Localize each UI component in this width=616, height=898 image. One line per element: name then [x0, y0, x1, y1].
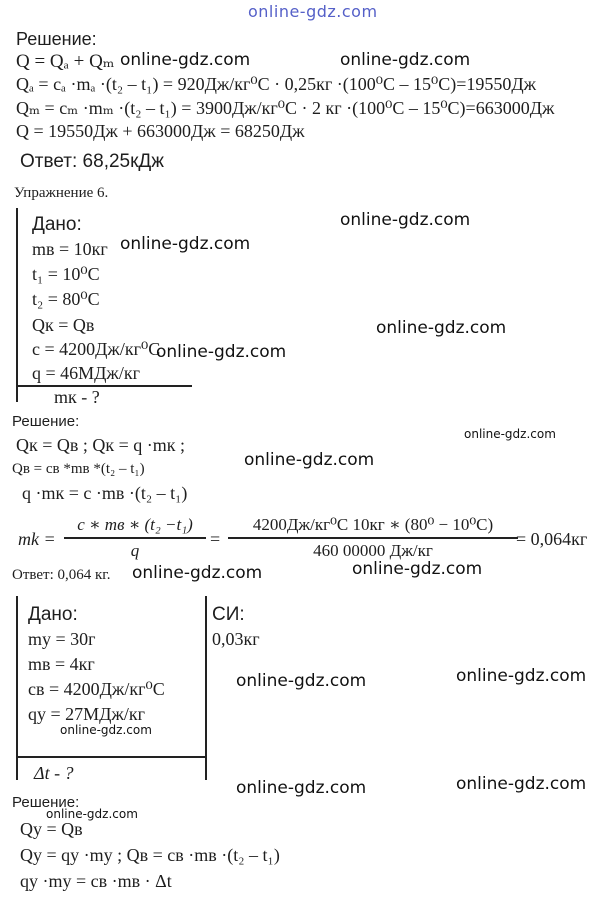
formula-equals: =	[210, 529, 221, 549]
given-item: mу = 30г	[28, 629, 96, 649]
watermark[interactable]: online-gdz.com	[352, 559, 483, 579]
solution-line: Qв = cв *mв *(t₂ – t₁)	[12, 461, 145, 477]
fraction-bar-1	[64, 537, 206, 539]
answer-1: Ответ: 68,25кДж	[20, 151, 164, 172]
equation-sum: Q = 19550Дж + 663000Дж = 68250Дж	[16, 121, 305, 141]
answer-2: Ответ: 0,064 кг.	[12, 567, 111, 583]
equation-water-heat: Qₘ = cₘ ·mₘ ·(t₂ – t₁) = 3900Дж/кг⁰С · 2 кг ·(100⁰С – 15⁰С)=663000Дж	[16, 98, 555, 118]
given-item: q = 46МДж/кг	[32, 363, 140, 383]
given-item: qу = 27МДж/кг	[28, 704, 145, 724]
given-title-3: Дано:	[28, 604, 78, 625]
watermark[interactable]: online-gdz.com	[340, 50, 471, 70]
given-item: Qк = Qв	[32, 315, 95, 335]
given-item: cв = 4200Дж/кг⁰С	[28, 679, 165, 699]
solution-line: Qк = Qв ; Qк = q ·mк ;	[16, 435, 186, 455]
find-3: Δt - ?	[34, 763, 74, 783]
watermark[interactable]: online-gdz.com	[236, 671, 367, 691]
watermark[interactable]: online-gdz.com	[60, 723, 152, 737]
given-item: c = 4200Дж/кг⁰С	[32, 339, 161, 359]
formula-numerator-1: c ∗ mв ∗ (t₂ −t₁)	[77, 515, 193, 534]
equation-aluminium-heat: Qₐ = cₐ ·mₐ ·(t₂ – t₁) = 920Дж/кг⁰С · 0,25кг ·(100⁰С – 15⁰С)=19550Дж	[16, 74, 537, 94]
solution-line: q ·mк = c ·mв ·(t₂ – t₁)	[22, 483, 188, 503]
si-title: СИ:	[212, 604, 245, 625]
watermark[interactable]: online-gdz.com	[464, 427, 556, 441]
given-item: mв = 4кг	[28, 654, 95, 674]
solution-heading-2: Решение:	[12, 413, 80, 430]
solution-heading-1: Решение:	[16, 29, 97, 49]
given-title-2: Дано:	[32, 214, 82, 235]
watermark[interactable]: online-gdz.com	[244, 450, 375, 470]
formula-result: = 0,064кг	[516, 529, 588, 549]
given-divider-3	[16, 756, 206, 758]
solution-line: Qу = Qв	[20, 819, 83, 839]
formula-denominator-2: 460 00000 Дж/кг	[313, 541, 433, 560]
formula-numerator-2: 4200Дж/кг⁰С 10кг ∗ (80⁰ − 10⁰С)	[252, 515, 494, 534]
watermark[interactable]: online-gdz.com	[456, 666, 587, 686]
watermark[interactable]: online-gdz.com	[132, 563, 263, 583]
equation-total-heat: Q = Qₐ + Qₘ	[16, 51, 115, 72]
watermark[interactable]: online-gdz.com	[156, 342, 287, 362]
solution-line: Qу = qу ·mу ; Qв = cв ·mв ·(t₂ – t₁)	[20, 845, 280, 865]
watermark[interactable]: online-gdz.com	[340, 210, 471, 230]
given-bracket-2	[16, 208, 18, 402]
watermark[interactable]: online-gdz.com	[456, 774, 587, 794]
given-item: t₁ = 10⁰С	[32, 264, 100, 284]
formula-lhs: mk =	[18, 529, 56, 549]
top-watermark[interactable]: online-gdz.com	[248, 2, 378, 21]
solution-heading-3: Решение:	[12, 794, 80, 811]
solution-line: qу ·mу = cв ·mв · Δt	[20, 871, 172, 891]
si-divider	[205, 596, 207, 780]
given-item: t₂ = 80⁰С	[32, 289, 100, 309]
given-divider-2	[16, 385, 192, 387]
given-bracket-3	[16, 596, 18, 780]
watermark[interactable]: online-gdz.com	[46, 807, 138, 821]
find-2: mк - ?	[54, 387, 100, 407]
fraction-bar-2	[228, 537, 518, 539]
watermark[interactable]: online-gdz.com	[376, 318, 507, 338]
si-value: 0,03кг	[212, 629, 260, 649]
formula-denominator-1: q	[130, 541, 140, 560]
watermark[interactable]: online-gdz.com	[236, 778, 367, 798]
exercise-label: Упражнение 6.	[14, 185, 109, 201]
watermark[interactable]: online-gdz.com	[120, 50, 251, 70]
watermark[interactable]: online-gdz.com	[120, 234, 251, 254]
given-item: mв = 10кг	[32, 239, 108, 259]
